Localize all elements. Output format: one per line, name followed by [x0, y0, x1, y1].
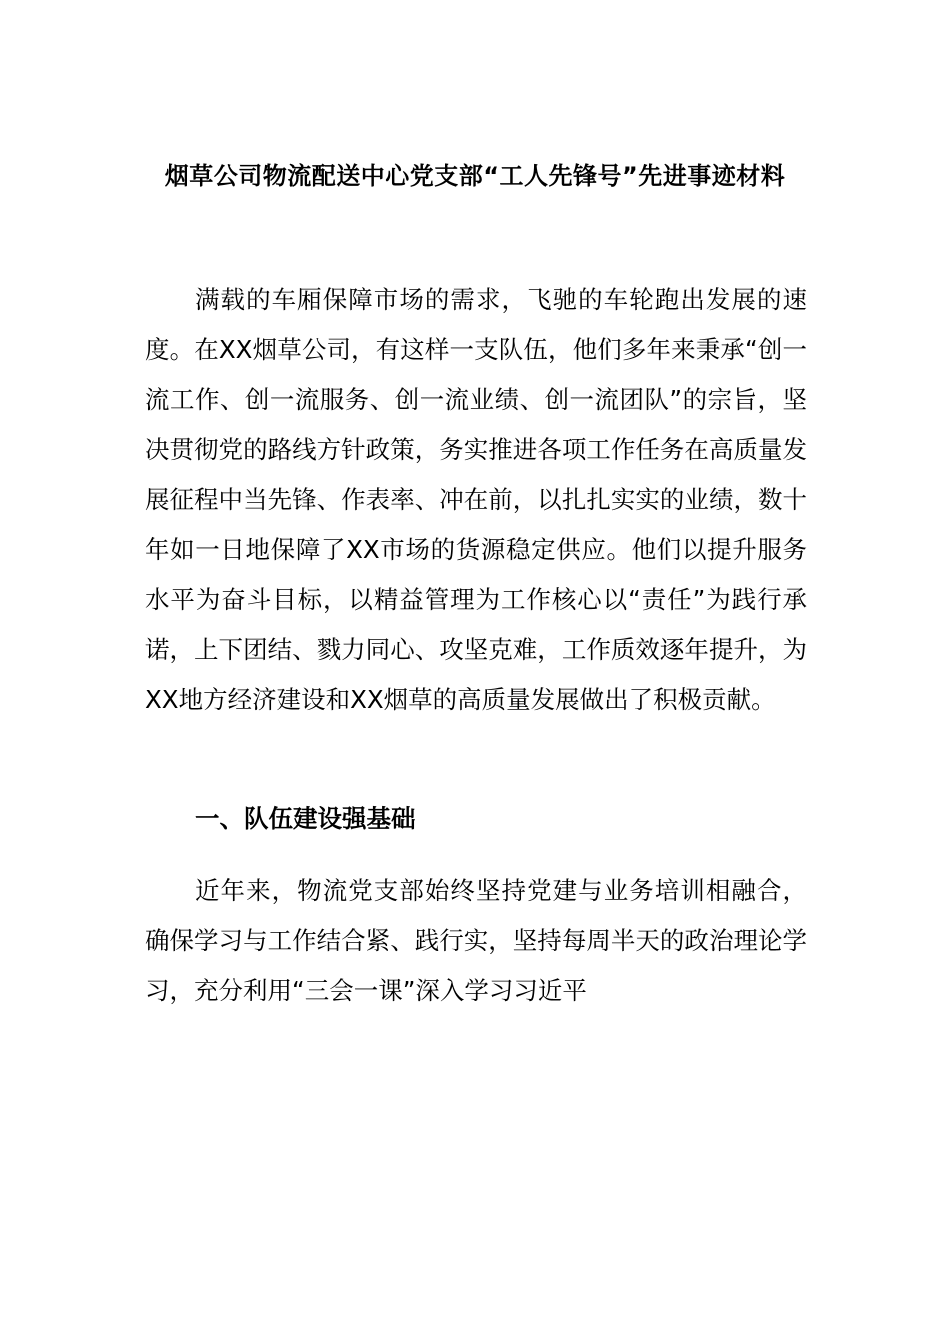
body-paragraph-intro: 满载的车厢保障市场的需求，飞驰的车轮跑出发展的速度。在XX烟草公司，有这样一支队伍，他们多年来秉承“创一流工作、创一流服务、创一流业绩、创一流团队”的宗旨，坚决贯彻党的路线方针政策，务实推进各项工作任务在高质量发展征程中当先锋、作表率、冲在前，以扎扎实实的业绩，数十年如一日地保障了XX市场的货源稳定供应。他们以提升服务水平为奋斗目标，以精益管理为工作核心以“责任”为践行承诺，上下团结、戮力同心、攻坚克难，工作质效逐年提升，为XX地方经济建设和XX烟草的高质量发展做出了积极贡献。 — [145, 285, 807, 714]
document-title: 烟草公司物流配送中心党支部“工人先锋号”先进事迹材料 — [164, 162, 786, 190]
body-paragraph-section-one: 近年来，物流党支部始终坚持党建与业务培训相融合，确保学习与工作结合紧、践行实，坚持每周半天的政治理论学习，充分利用“三会一课”深入学习习近平 — [145, 876, 807, 1005]
section-heading: 一、队伍建设强基础 — [195, 804, 416, 833]
